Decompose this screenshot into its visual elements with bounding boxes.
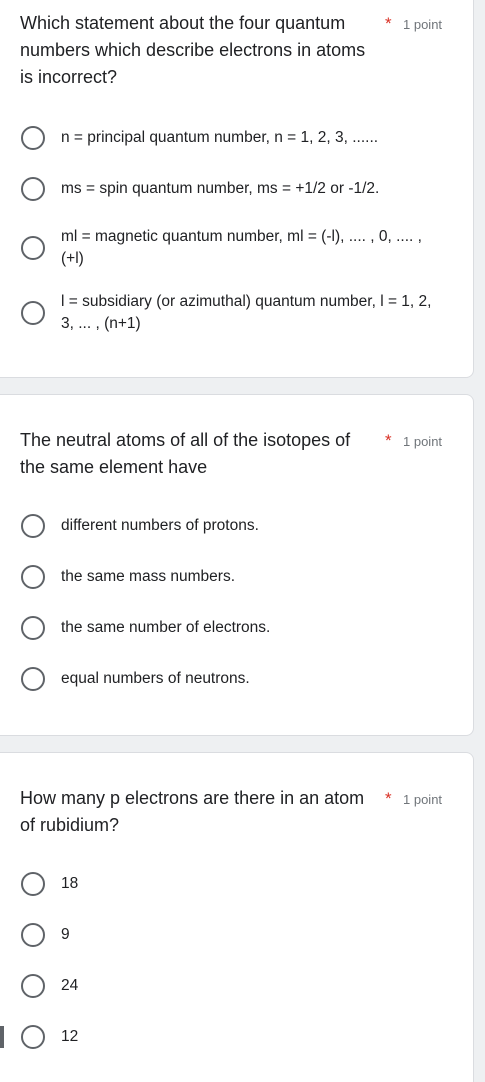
points-label: 1 point: [403, 792, 443, 807]
question-header: [20, 10, 461, 91]
option-label: equal numbers of neutrons.: [61, 670, 250, 687]
radio-button[interactable]: [21, 923, 45, 947]
option-label: 12: [61, 1028, 79, 1045]
option-row[interactable]: [20, 617, 463, 639]
option-label: 24: [61, 977, 79, 994]
option-label: different numbers of protons.: [61, 517, 259, 534]
required-asterisk: *: [385, 789, 392, 808]
radio-button[interactable]: [21, 974, 45, 998]
question-text: The neutral atoms of all of the isotopes of the same element have: [20, 430, 351, 477]
option-row[interactable]: [20, 1026, 463, 1048]
option-label: the same mass numbers.: [61, 568, 236, 585]
radio-button[interactable]: [21, 177, 45, 201]
points-label: 1 point: [403, 17, 443, 32]
option-row[interactable]: [20, 127, 463, 149]
required-asterisk: *: [385, 431, 392, 450]
radio-button[interactable]: [21, 236, 45, 260]
radio-button[interactable]: [21, 126, 45, 150]
option-row[interactable]: [20, 566, 463, 588]
question-header: [20, 785, 461, 839]
option-label: the same number of electrons.: [61, 619, 271, 636]
question-card-3: [0, 752, 474, 1082]
option-label: ms = spin quantum number, ms = +1/2 or -1/2.: [61, 180, 380, 197]
points-label: 1 point: [403, 434, 443, 449]
radio-button[interactable]: [21, 616, 45, 640]
option-row[interactable]: [20, 226, 463, 270]
question-text: Which statement about the four quantum numbers which describe electrons in atoms is incorrect?: [20, 13, 366, 87]
option-label: 9: [61, 926, 70, 943]
option-label: ml = magnetic quantum number, ml = (-l), .... , 0, .... , (+l): [61, 228, 422, 267]
option-row[interactable]: [20, 668, 463, 690]
option-row[interactable]: [20, 178, 463, 200]
option-row[interactable]: [20, 873, 463, 895]
option-label: n = principal quantum number, n = 1, 2, 3, ......: [61, 129, 379, 146]
radio-button[interactable]: [21, 514, 45, 538]
option-row[interactable]: [20, 515, 463, 537]
focus-indicator: [0, 1026, 4, 1048]
option-row[interactable]: [20, 291, 463, 335]
option-row[interactable]: [20, 924, 463, 946]
radio-button[interactable]: [21, 565, 45, 589]
option-label: 18: [61, 875, 79, 892]
required-asterisk: *: [385, 14, 392, 33]
question-card-1: [0, 0, 474, 378]
radio-button[interactable]: [21, 301, 45, 325]
radio-button[interactable]: [21, 1025, 45, 1049]
question-header: [20, 427, 461, 481]
radio-button[interactable]: [21, 872, 45, 896]
question-card-2: [0, 394, 474, 736]
question-text: How many p electrons are there in an atom of rubidium?: [20, 788, 365, 835]
radio-button[interactable]: [21, 667, 45, 691]
option-row[interactable]: [20, 975, 463, 997]
option-label: l = subsidiary (or azimuthal) quantum number, l = 1, 2, 3, ... , (n+1): [61, 293, 432, 332]
